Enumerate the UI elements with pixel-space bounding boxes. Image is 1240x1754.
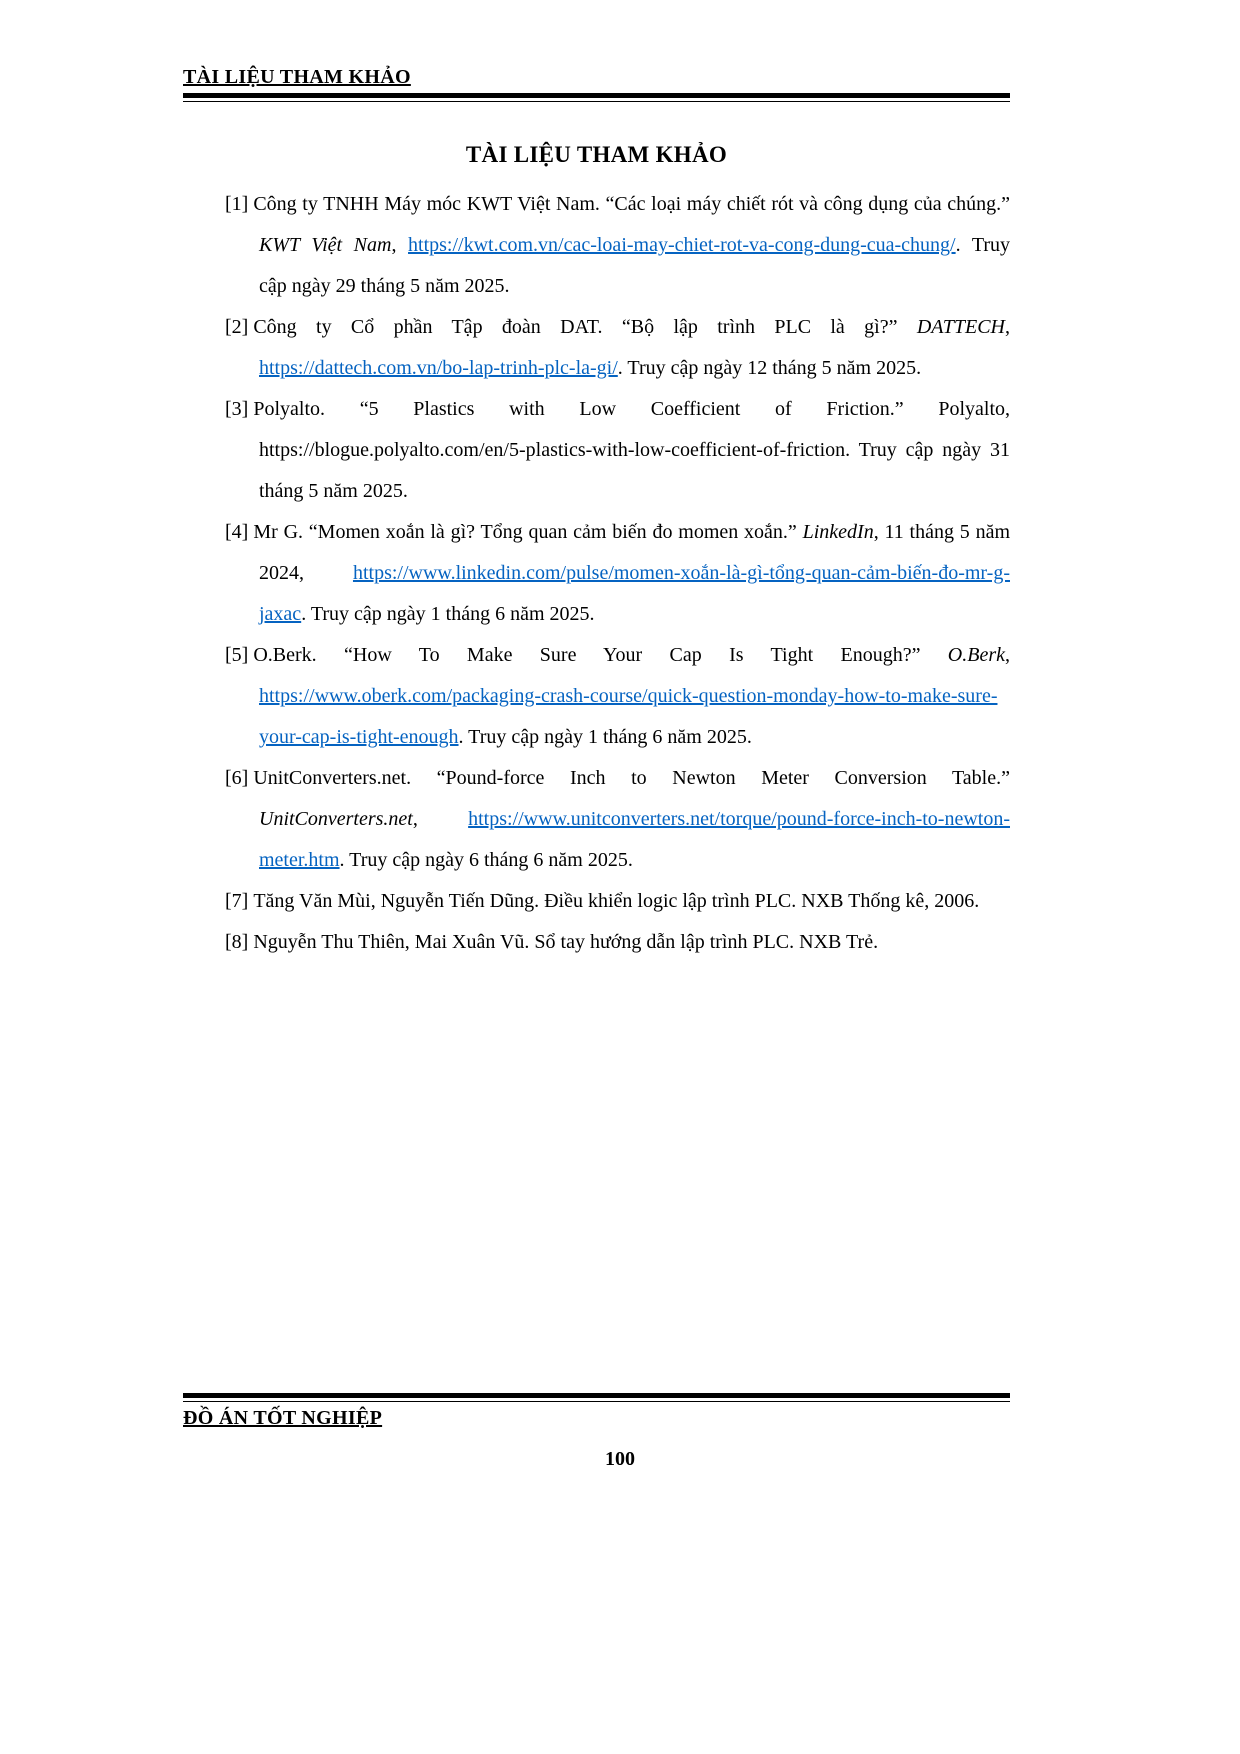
reference-text: , [1005, 316, 1010, 338]
header-rule [183, 93, 1010, 102]
reference-text: . Truy cập ngày 1 tháng 6 năm 2025. [458, 726, 752, 748]
reference-text: . Truy cập ngày 12 tháng 5 năm 2025. [617, 357, 922, 379]
reference-item [183, 184, 1010, 307]
reference-source-italic: KWT Việt Nam [259, 234, 392, 256]
reference-list [183, 184, 1010, 963]
reference-label: [8] [225, 931, 249, 953]
reference-item [183, 881, 1010, 922]
page-header [183, 66, 1010, 102]
reference-source-italic: UnitConverters.net [259, 808, 413, 830]
reference-text: Nguyễn Thu Thiên, Mai Xuân Vũ. Sổ tay hướng dẫn lập trình PLC. NXB Trẻ. [253, 931, 879, 953]
reference-link[interactable]: https://www.oberk.com/packaging-crash-course/quick-question-monday-how-to-make-sure-your-cap-is-tight-enough [259, 685, 998, 748]
reference-item [183, 635, 1010, 758]
reference-text: , 11 tháng 5 năm 2024, [259, 521, 1011, 584]
reference-label: [2] [225, 316, 249, 338]
reference-text: Công ty Cổ phần Tập đoàn DAT. “Bộ lập trình PLC là gì?” [253, 316, 917, 338]
reference-item [183, 389, 1010, 512]
page-number: 100 [605, 1448, 635, 1470]
reference-text: . Truy cập ngày 6 tháng 6 năm 2025. [339, 849, 633, 871]
reference-item [183, 512, 1010, 635]
reference-label: [3] [225, 398, 249, 420]
reference-text: Công ty TNHH Máy móc KWT Việt Nam. “Các loại máy chiết rót và công dụng của chúng.” [253, 193, 1010, 215]
reference-label: [7] [225, 890, 249, 912]
reference-source-italic: DATTECH [916, 316, 1005, 338]
reference-text: Polyalto. “5 Plastics with Low Coefficient of Friction.” Polyalto, https://blogue.polyalto.com/en/5-plastics-with-low-coefficient-of-friction. Truy cập ngày 31 tháng 5 năm 2025. [253, 398, 1010, 502]
reference-label: [1] [225, 193, 249, 215]
reference-link[interactable]: https://kwt.com.vn/cac-loai-may-chiet-rot-va-cong-dung-cua-chung/ [408, 234, 956, 256]
header-title: TÀI LIỆU THAM KHẢO [183, 66, 411, 88]
reference-link[interactable]: https://www.linkedin.com/pulse/momen-xoắn-là-gì-tổng-quan-cảm-biến-đo-mr-g-jaxac [259, 562, 1010, 625]
reference-text: Mr G. “Momen xoắn là gì? Tổng quan cảm biến đo momen xoắn.” [253, 521, 803, 543]
reference-text: UnitConverters.net. “Pound-force Inch to Newton Meter Conversion Table.” [253, 767, 1010, 789]
reference-label: [4] [225, 521, 249, 543]
reference-source-italic: LinkedIn [802, 521, 874, 543]
reference-text: Tăng Văn Mùi, Nguyễn Tiến Dũng. Điều khiển logic lập trình PLC. NXB Thống kê, 2006. [253, 890, 980, 912]
section-title: TÀI LIỆU THAM KHẢO [465, 142, 728, 167]
reference-text: O.Berk. “How To Make Sure Your Cap Is Tight Enough?” [253, 644, 948, 666]
page-footer [183, 1393, 1010, 1430]
footer-title: ĐỒ ÁN TỐT NGHIỆP [183, 1407, 383, 1429]
reference-text: , [391, 234, 409, 256]
reference-text: , [412, 808, 469, 830]
reference-link[interactable]: https://www.unitconverters.net/torque/pound-force-inch-to-newton-meter.htm [259, 808, 1010, 871]
reference-label: [6] [225, 767, 249, 789]
reference-item [183, 307, 1010, 389]
reference-text: . Truy cập ngày 1 tháng 6 năm 2025. [301, 603, 595, 625]
footer-rule [183, 1393, 1010, 1402]
reference-item [183, 758, 1010, 881]
references-section [183, 142, 1010, 963]
reference-link[interactable]: https://dattech.com.vn/bo-lap-trinh-plc-la-gi/ [259, 357, 618, 379]
reference-item [183, 922, 1010, 963]
reference-source-italic: O.Berk [947, 644, 1005, 666]
reference-label: [5] [225, 644, 249, 666]
reference-text: . Truy cập ngày 29 tháng 5 năm 2025. [259, 234, 1011, 297]
reference-text: , [1005, 644, 1010, 666]
